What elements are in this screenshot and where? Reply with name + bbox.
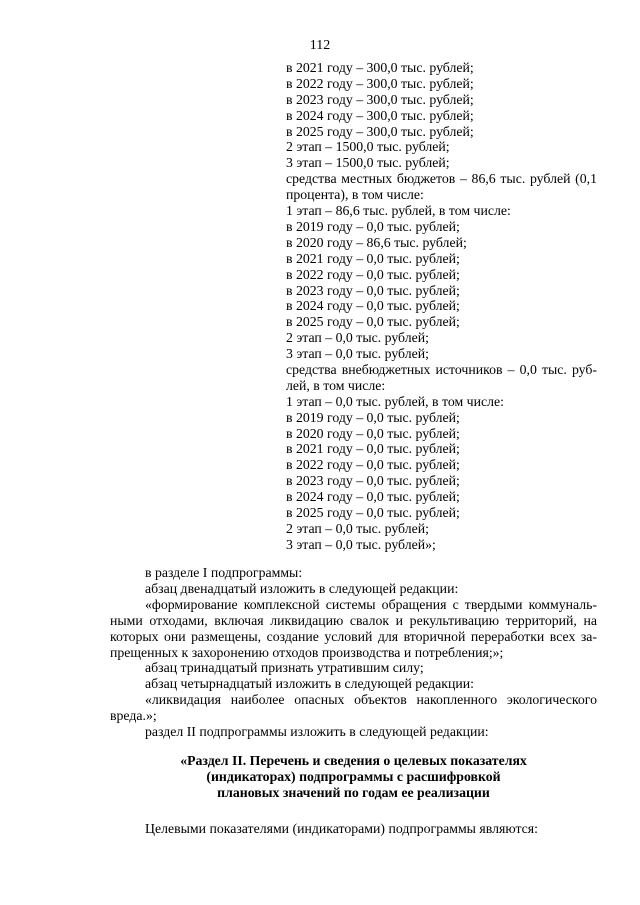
extrabudget-line: в 2019 году – 0,0 тыс. рублей; <box>286 409 460 425</box>
local-budget-line: в 2020 году – 86,6 тыс. рублей; <box>286 234 467 250</box>
extrabudget-line: 3 этап – 0,0 тыс. рублей»; <box>286 536 436 552</box>
paragraph-13-text: абзац тринадцатый признать утратившим силу; <box>145 660 424 676</box>
paragraph-14-intro: абзац четырнадцатый изложить в следующей редакции: <box>145 676 474 692</box>
local-budget-line: в 2022 году – 0,0 тыс. рублей; <box>286 266 460 282</box>
paragraph-14-text: «ликвидация наиболее опасных объектов накопленного экологического вреда.»; <box>110 692 597 724</box>
section-i-changes <box>110 565 597 740</box>
page-number: 112 <box>309 38 331 53</box>
local-budget-line: 3 этап – 0,0 тыс. рублей; <box>286 346 429 362</box>
extrabudget-line: 2 этап – 0,0 тыс. рублей; <box>286 520 429 536</box>
section-i-intro: в разделе I подпрограммы: <box>145 565 303 580</box>
heading-line: (индикаторах) подпрограммы с расшифровкой <box>206 769 501 784</box>
section-ii-heading <box>110 753 597 801</box>
extrabudget-line: в 2021 году – 0,0 тыс. рублей; <box>286 441 460 457</box>
extrabudget-line: в 2024 году – 0,0 тыс. рублей; <box>286 489 460 505</box>
extrabudget-line: в 2022 году – 0,0 тыс. рублей; <box>286 457 460 473</box>
indicators-intro: Целевыми показателями (индикаторами) подпрограммы являются: <box>145 821 538 836</box>
heading-line: «Раздел II. Перечень и сведения о целевых показателях <box>180 753 527 768</box>
extrabudget-line: в 2023 году – 0,0 тыс. рублей; <box>286 473 460 489</box>
funding-column <box>286 60 597 553</box>
local-budget-line: 2 этап – 0,0 тыс. рублей; <box>286 330 429 346</box>
extrabudget-line: 1 этап – 0,0 тыс. рублей, в том числе: <box>286 393 504 409</box>
local-budget-line: в 2023 году – 0,0 тыс. рублей; <box>286 282 460 298</box>
extrabudget-line: в 2025 году – 0,0 тыс. рублей; <box>286 505 460 520</box>
paragraph-12-text: «формирование комплексной системы обращения с твердыми коммуналь-ными отходами, включая ликвидацию свалок и рекультивацию территорий, на которых они размещены, создание условий для вторичной переработки всех за-прещенных к захоронению отходов производства и потребления;»; <box>110 596 597 660</box>
local-budget-line: 1 этап – 86,6 тыс. рублей, в том числе: <box>286 203 511 219</box>
heading-line: плановых значений по годам ее реализации <box>217 785 490 800</box>
local-budget-intro: средства местных бюджетов – 86,6 тыс. рублей (0,1 процента), в том числе: <box>286 171 597 203</box>
local-budget-line: в 2019 году – 0,0 тыс. рублей; <box>286 218 460 234</box>
funding-line: 3 этап – 1500,0 тыс. рублей; <box>286 155 450 171</box>
paragraph-12-intro: абзац двенадцатый изложить в следующей редакции: <box>145 580 459 596</box>
funding-line: 2 этап – 1500,0 тыс. рублей; <box>286 139 450 155</box>
funding-line: в 2024 году – 300,0 тыс. рублей; <box>286 107 474 123</box>
funding-line: в 2021 году – 300,0 тыс. рублей; <box>286 60 474 75</box>
local-budget-line: в 2021 году – 0,0 тыс. рублей; <box>286 250 460 266</box>
local-budget-line: в 2024 году – 0,0 тыс. рублей; <box>286 298 460 314</box>
funding-line: в 2025 году – 300,0 тыс. рублей; <box>286 123 474 139</box>
extrabudget-line: в 2020 году – 0,0 тыс. рублей; <box>286 425 460 441</box>
extrabudget-intro: средства внебюджетных источников – 0,0 тыс. руб-лей, в том числе: <box>286 361 597 393</box>
funding-line: в 2022 году – 300,0 тыс. рублей; <box>286 75 474 91</box>
funding-line: в 2023 году – 300,0 тыс. рублей; <box>286 91 474 107</box>
local-budget-line: в 2025 году – 0,0 тыс. рублей; <box>286 314 460 330</box>
section-ii-intro: раздел II подпрограммы изложить в следующей редакции: <box>145 724 489 740</box>
